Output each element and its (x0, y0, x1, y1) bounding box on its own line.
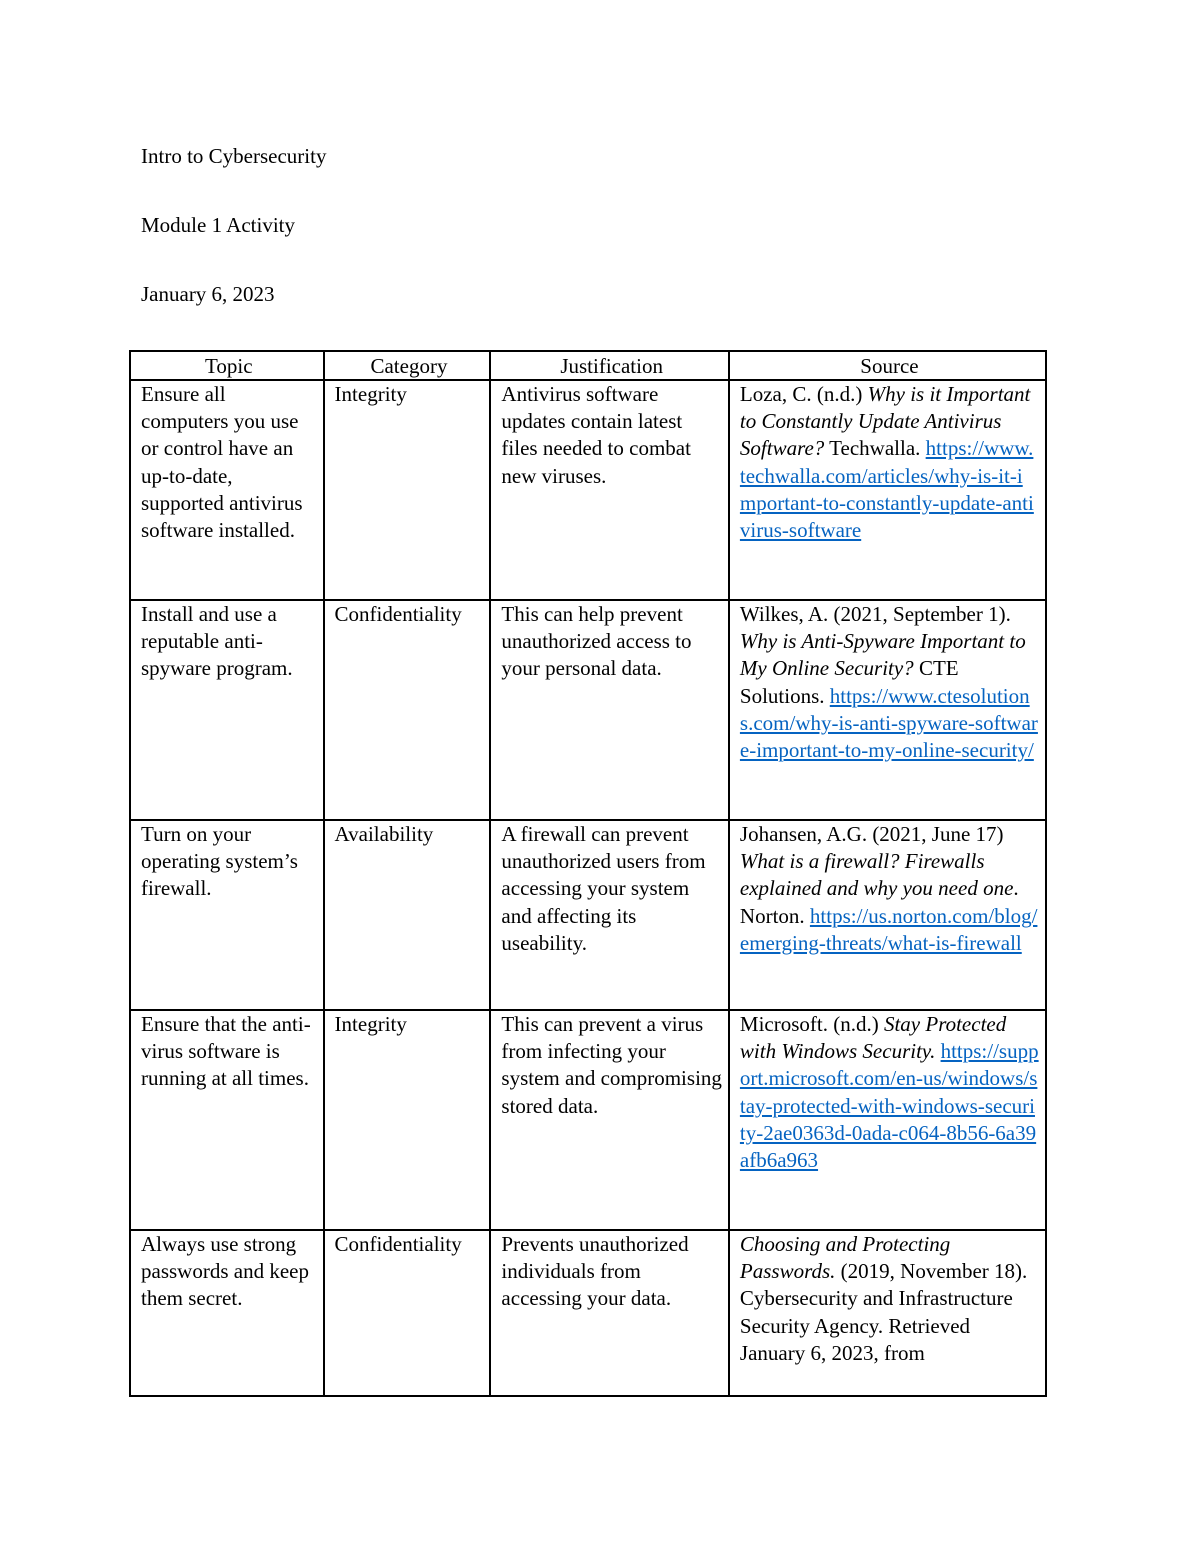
source-cell (729, 600, 1046, 820)
document-title: Intro to Cybersecurity (141, 144, 327, 168)
source-citation: Loza, C. (n.d.) (739, 382, 868, 406)
source-title: Why is Anti-Spyware Important to My Online Security? (739, 629, 1026, 681)
source-publisher: Techwalla. (824, 436, 921, 461)
source-link[interactable]: https://www.ctesolutions.com/why-is-anti-spyware-software-important-to-my-online-security/ (739, 683, 1038, 763)
source-title: Choosing and Protecting Passwords. (739, 1232, 951, 1284)
source-cell (729, 1010, 1046, 1230)
source-citation: Microsoft. (n.d.) (739, 1012, 884, 1036)
topic-cell: Turn on your operating system’s firewall. (130, 820, 324, 1010)
topic-cell: Always use strong passwords and keep them secret. (130, 1230, 324, 1396)
document-date: January 6, 2023 (141, 282, 275, 306)
topic-cell: Ensure all computers you use or control have an up-to-date, supported antivirus software installed. (130, 380, 324, 600)
topic-cell: Ensure that the anti-virus software is running at all times. (130, 1010, 324, 1230)
module-label: Module 1 Activity (141, 213, 295, 237)
header-justification: Justification (490, 351, 728, 380)
table-row (130, 820, 1046, 1010)
source-publisher: CTE Solutions. (739, 656, 959, 708)
category-cell: Integrity (324, 380, 491, 600)
source-cell (729, 1230, 1046, 1396)
source-title: Stay Protected with Windows Security. (739, 1012, 1007, 1064)
table-row (130, 600, 1046, 820)
table-row (130, 1010, 1046, 1230)
topic-cell: Install and use a reputable anti-spyware program. (130, 600, 324, 820)
source-link[interactable]: https://us.norton.com/blog/emerging-threats/what-is-firewall (739, 903, 1038, 955)
category-cell: Confidentiality (324, 600, 491, 820)
source-link[interactable]: https://support.microsoft.com/en-us/windows/stay-protected-with-windows-security-2ae0363d-0ada-c064-8b56-6a39afb6a963 (739, 1039, 1039, 1173)
category-cell: Availability (324, 820, 491, 1010)
activity-table (129, 350, 1047, 1397)
category-cell: Confidentiality (324, 1230, 491, 1396)
justification-cell: This can prevent a virus from infecting your system and compromising stored data. (490, 1010, 728, 1230)
justification-cell: Prevents unauthorized individuals from accessing your data. (490, 1230, 728, 1396)
header-topic: Topic (130, 351, 324, 380)
header-category: Category (324, 351, 491, 380)
table-row (130, 380, 1046, 600)
source-publisher: (2019, November 18). Cybersecurity and Infrastructure Security Agency. Retrieved January 6, 2023, from (739, 1259, 1028, 1365)
source-cell (729, 380, 1046, 600)
source-title: Why is it Important to Constantly Update Antivirus Software? (739, 382, 1031, 461)
justification-cell: This can help prevent unauthorized access to your personal data. (490, 600, 728, 820)
table-row (130, 1230, 1046, 1396)
source-cell (729, 820, 1046, 1010)
justification-cell: A firewall can prevent unauthorized users from accessing your system and affecting its useability. (490, 820, 728, 1010)
table-header-row (130, 351, 1046, 380)
source-publisher: . Norton. (739, 876, 1019, 928)
category-cell: Integrity (324, 1010, 491, 1230)
justification-cell: Antivirus software updates contain latest files needed to combat new viruses. (490, 380, 728, 600)
header-source: Source (729, 351, 1046, 380)
source-citation: Johansen, A.G. (2021, June 17) (739, 822, 1004, 846)
source-link[interactable]: https://www.techwalla.com/articles/why-is-it-important-to-constantly-update-antivirus-software (739, 436, 1034, 543)
source-citation: Wilkes, A. (2021, September 1). (739, 602, 1011, 626)
source-title: What is a firewall? Firewalls explained and why you need one (739, 849, 1014, 901)
